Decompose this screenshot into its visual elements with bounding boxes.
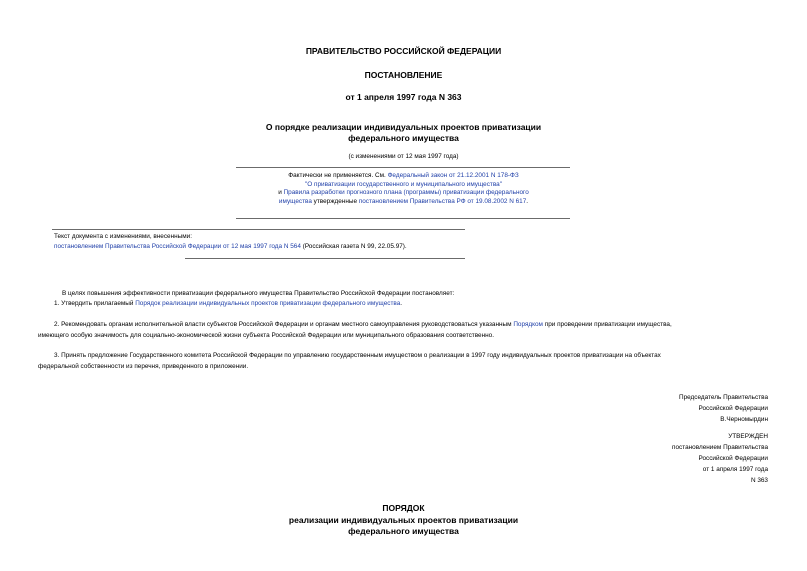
signature-name: В.Черномырдин <box>720 416 768 423</box>
signature-position: Председатель Правительства <box>679 394 768 401</box>
government-decree-617-link[interactable]: постановлением Правительства РФ от 19.08.2002 N 617 <box>358 197 527 205</box>
item-1: 1. Утвердить прилагаемый Порядок реализации индивидуальных проектов приватизации федерального имущества. <box>54 300 403 307</box>
order-ref-link[interactable]: Порядком <box>513 321 543 328</box>
order-title: ПОРЯДОК <box>382 503 425 513</box>
government-heading: ПРАВИТЕЛЬСТВО РОССИЙСКОЙ ФЕДЕРАЦИИ <box>305 46 502 56</box>
amendments-block <box>54 233 407 251</box>
order-link[interactable]: Порядок реализации индивидуальных проектов приватизации федерального имущества <box>135 300 401 307</box>
approval-block <box>672 431 768 486</box>
amendments-bottom-rule <box>185 258 465 259</box>
privatization-rules-link[interactable]: Правила разработки прогнозного плана (программы) приватизации федерального <box>283 189 529 196</box>
amendments-top-rule <box>52 229 465 230</box>
notice-line-4: имущества утвержденные постановлением Правительства РФ от 19.08.2002 N 617. <box>278 197 529 205</box>
approval-title: УТВЕРЖДЕН <box>728 433 768 440</box>
item-3-line-1: 3. Принять предложение Государственного комитета Российской Федерации по управлению государственным имуществом о реализации в 1997 году индивидуальных проектов приватизации на объектах <box>54 352 661 359</box>
item-3-line-2: федеральной собственности из перечня, приведенного в приложении. <box>38 362 249 370</box>
item-2 <box>38 321 768 340</box>
amendments-intro: Текст документа с изменениями, внесенными: <box>54 233 192 240</box>
federal-law-title-link[interactable]: "О приватизации государственного и муниципального имущества" <box>304 180 503 188</box>
order-subtitle-line1: реализации индивидуальных проектов приватизации <box>288 515 519 525</box>
document-type-heading: ПОСТАНОВЛЕНИЕ <box>364 70 443 80</box>
approval-line-3: Российской Федерации <box>698 455 768 462</box>
document-title-line2: федерального имущества <box>348 133 459 143</box>
signature-block <box>679 392 768 425</box>
notice-line-2 <box>0 181 807 190</box>
changes-note: (с изменениями от 12 мая 1997 года) <box>348 153 459 160</box>
signature-org: Российской Федерации <box>698 405 768 412</box>
document-title-line1: О порядке реализации индивидуальных проектов приватизации <box>265 122 542 132</box>
item-3 <box>38 352 768 371</box>
amendments-line: постановлением Правительства Российской Федерации от 12 мая 1997 года N 564 (Российская газета N 99, 22.05.97). <box>54 242 407 250</box>
federal-law-link[interactable]: Федеральный закон от 21.12.2001 N 178-ФЗ <box>387 172 519 179</box>
approval-line-4: от 1 апреля 1997 года <box>702 466 768 473</box>
privatization-rules-link-cont[interactable]: имущества <box>278 197 312 205</box>
notice-block <box>0 172 807 206</box>
preamble: В целях повышения эффективности приватизации федерального имущества Правительство Российской Федерации постановляет: <box>62 290 455 297</box>
approval-line-2: постановлением Правительства <box>672 444 768 451</box>
notice-line-1: Фактически не применяется. См. Федеральный закон от 21.12.2001 N 178-ФЗ <box>288 172 519 179</box>
item-2-line-2: имеющего особую значимость для социально-экономической жизни субъекта Российской Федерации или муниципального образования соответственно. <box>38 331 495 339</box>
order-subtitle-line2: федерального имущества <box>348 526 459 536</box>
notice-bottom-rule <box>236 218 570 219</box>
notice-top-rule <box>236 167 570 168</box>
approval-line-5: N 363 <box>750 477 768 484</box>
item-2-line-1: 2. Рекомендовать органам исполнительной власти субъектов Российской Федерации и органам местного самоуправления руководствоваться указанным Порядком при проведении приватизации имущества, <box>54 321 672 328</box>
document-date-number: от 1 апреля 1997 года N 363 <box>345 92 462 102</box>
notice-line-3: и Правила разработки прогнозного плана (программы) приватизации федерального <box>278 189 529 196</box>
decree-564-link[interactable]: постановлением Правительства Российской Федерации от 12 мая 1997 года N 564 <box>54 242 301 250</box>
